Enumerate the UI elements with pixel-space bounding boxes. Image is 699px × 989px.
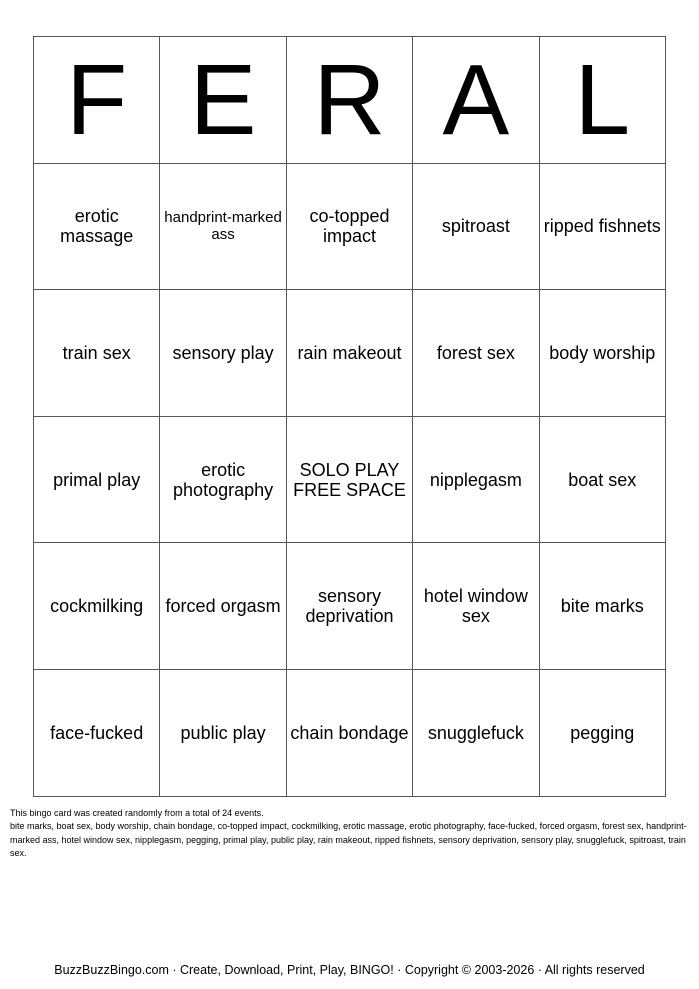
bingo-cell: train sex bbox=[34, 290, 160, 417]
header-letter: A bbox=[442, 43, 510, 156]
header-letter: F bbox=[66, 43, 128, 156]
bingo-cell: public play bbox=[160, 669, 286, 796]
bingo-row bbox=[34, 543, 666, 670]
card-notes bbox=[10, 807, 690, 861]
header-letter: L bbox=[574, 43, 631, 156]
bingo-cell: spitroast bbox=[413, 163, 539, 290]
bingo-cell: boat sex bbox=[539, 416, 665, 543]
header-cell bbox=[286, 37, 412, 164]
bingo-cell: sensory play bbox=[160, 290, 286, 417]
bingo-cell: primal play bbox=[34, 416, 160, 543]
bingo-cell: forest sex bbox=[413, 290, 539, 417]
bingo-cell: body worship bbox=[539, 290, 665, 417]
bingo-cell: forced orgasm bbox=[160, 543, 286, 670]
notes-intro: This bingo card was created randomly from a total of 24 events. bbox=[10, 808, 264, 818]
header-letter: E bbox=[189, 43, 257, 156]
header-cell bbox=[413, 37, 539, 164]
bingo-cell: hotel window sex bbox=[413, 543, 539, 670]
header-row bbox=[34, 37, 666, 164]
bingo-cell: co-topped impact bbox=[286, 163, 412, 290]
bingo-cell: snugglefuck bbox=[413, 669, 539, 796]
bingo-cell: rain makeout bbox=[286, 290, 412, 417]
bingo-cell: cockmilking bbox=[34, 543, 160, 670]
bingo-cell: handprint-marked ass bbox=[160, 163, 286, 290]
header-cell bbox=[34, 37, 160, 164]
bingo-cell: erotic massage bbox=[34, 163, 160, 290]
free-space-cell: SOLO PLAY FREE SPACE bbox=[286, 416, 412, 543]
bingo-cell: bite marks bbox=[539, 543, 665, 670]
bingo-card bbox=[33, 36, 666, 797]
bingo-cell: face-fucked bbox=[34, 669, 160, 796]
bingo-cell: sensory deprivation bbox=[286, 543, 412, 670]
header-letter: R bbox=[313, 43, 386, 156]
bingo-cell: ripped fishnets bbox=[539, 163, 665, 290]
bingo-cell: chain bondage bbox=[286, 669, 412, 796]
bingo-row bbox=[34, 163, 666, 290]
bingo-row bbox=[34, 416, 666, 543]
bingo-cell: pegging bbox=[539, 669, 665, 796]
bingo-cell: nipplegasm bbox=[413, 416, 539, 543]
header-cell bbox=[539, 37, 665, 164]
bingo-cell: erotic photography bbox=[160, 416, 286, 543]
footer-credit: BuzzBuzzBingo.com · Create, Download, Print, Play, BINGO! · Copyright © 2003-2026 · All rights reserved bbox=[54, 963, 645, 977]
bingo-row bbox=[34, 290, 666, 417]
notes-event-list: bite marks, boat sex, body worship, chain bondage, co-topped impact, cockmilking, erotic massage, erotic photography, face-fucked, forced orgasm, forest sex, handprint-marked ass, hotel window sex, nipplegasm, pegging, primal play, public play, rain makeout, ripped fishnets, sensory deprivation, sensory play, snugglefuck, spitroast, train sex. bbox=[10, 821, 687, 859]
header-cell bbox=[160, 37, 286, 164]
bingo-row bbox=[34, 669, 666, 796]
